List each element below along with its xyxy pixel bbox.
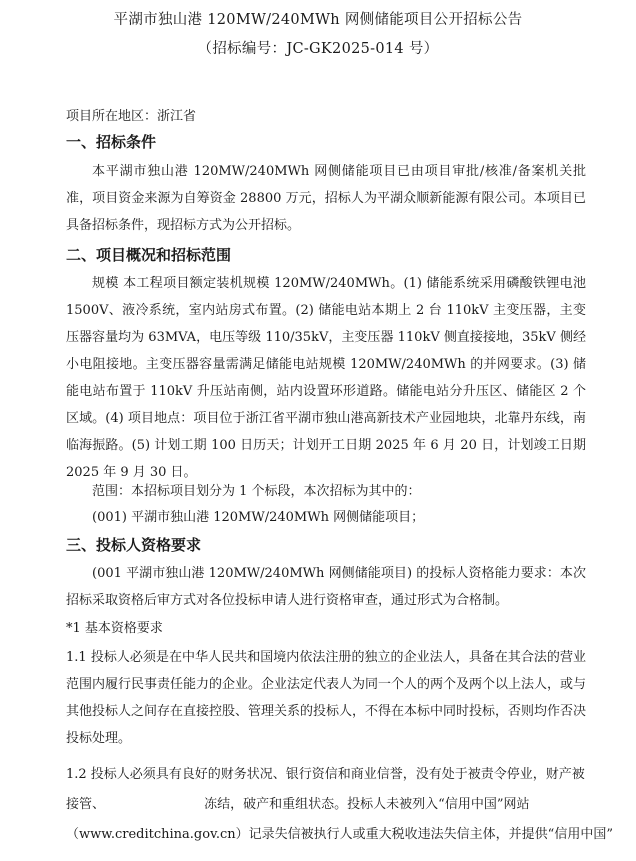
requirement-1-2-line3: （www.creditchina.gov.cn）记录失信被执行人或重大税收违法失信主体，并提供“信用中国” xyxy=(66,827,613,842)
overview-paragraph: 规模 本工程项目额定装机规模 120MW/240MWh。(1) 储能系统采用磷酸铁锂电池 1500V、液冷系统，室内站房式布置。(2) 储能电站本期上 2 台 110kV 主变压器，主变压器容量均为 63MVA，电压等级 110/35kV，主变压器 110kV 侧直接接地，35kV 侧经小电阻接地。主变压器容量需满足储能电站规模 120MW/240MWh 的并网要求。(3) 储能电站布置于 110kV 升压站南侧，站内设置环形道路。储能电站分升压区、储能区 2 个区域。(4) 项目地点：项目位于浙江省平湖市独山港高新技术产业园地块，北靠丹东线，南临海振路。(5) 计划工期 100 日历天；计划开工日期 2025 年 6 月 20 日，计划竣工日期 2025 年 9 月 30 日。 xyxy=(66,276,586,480)
scope-line: 范围：本招标项目划分为 1 个标段，本次招标为其中的： xyxy=(92,484,421,499)
qualification-intro: (001 平湖市独山港 120MW/240MWh 网侧储能项目) 的投标人资格能力要求：本次招标采取资格后审方式对各位投标申请人进行资格审查，通过形式为合格制。 xyxy=(66,566,586,608)
document-title: 平湖市独山港 120MW/240MWh 网侧储能项目公开招标公告 xyxy=(113,12,523,28)
lot-line: (001) 平湖市独山港 120MW/240MWh 网侧储能项目； xyxy=(92,510,425,525)
basic-requirements-label: *1 基本资格要求 xyxy=(66,621,163,636)
tender-number: （招标编号：JC-GK2025-014 号） xyxy=(197,41,439,57)
section-heading-overview: 二、项目概况和招标范围 xyxy=(66,246,232,264)
section-heading-conditions: 一、招标条件 xyxy=(66,133,157,151)
conditions-paragraph: 本平湖市独山港 120MW/240MWh 网侧储能项目已由项目审批/核准/备案机关批准，项目资金来源为自筹资金 28800 万元，招标人为平湖众顺新能源有限公司。本项目已具备招标条件，现招标方式为公开招标。 xyxy=(66,164,586,233)
section-heading-qualification: 三、投标人资格要求 xyxy=(66,536,202,554)
requirement-1-2-line1: 1.2 投标人必须具有良好的财务状况、银行资信和商业信誉，没有处于被责令停业，财产被 xyxy=(66,767,585,782)
requirement-1-1: 1.1 投标人必须是在中华人民共和国境内依法注册的独立的企业法人，具备在其合法的营业范围内履行民事责任能力的企业。企业法定代表人为同一个人的两个及两个以上法人，或与其他投标人之间存在直接控股、管理关系的投标人，不得在本标中同时投标，否则均作否决投标处理。 xyxy=(66,650,587,746)
project-region: 项目所在地区：浙江省 xyxy=(66,109,197,124)
requirement-1-2-line2: 接管、 冻结，破产和重组状态。投标人未被列入“信用中国”网站 xyxy=(66,797,530,812)
